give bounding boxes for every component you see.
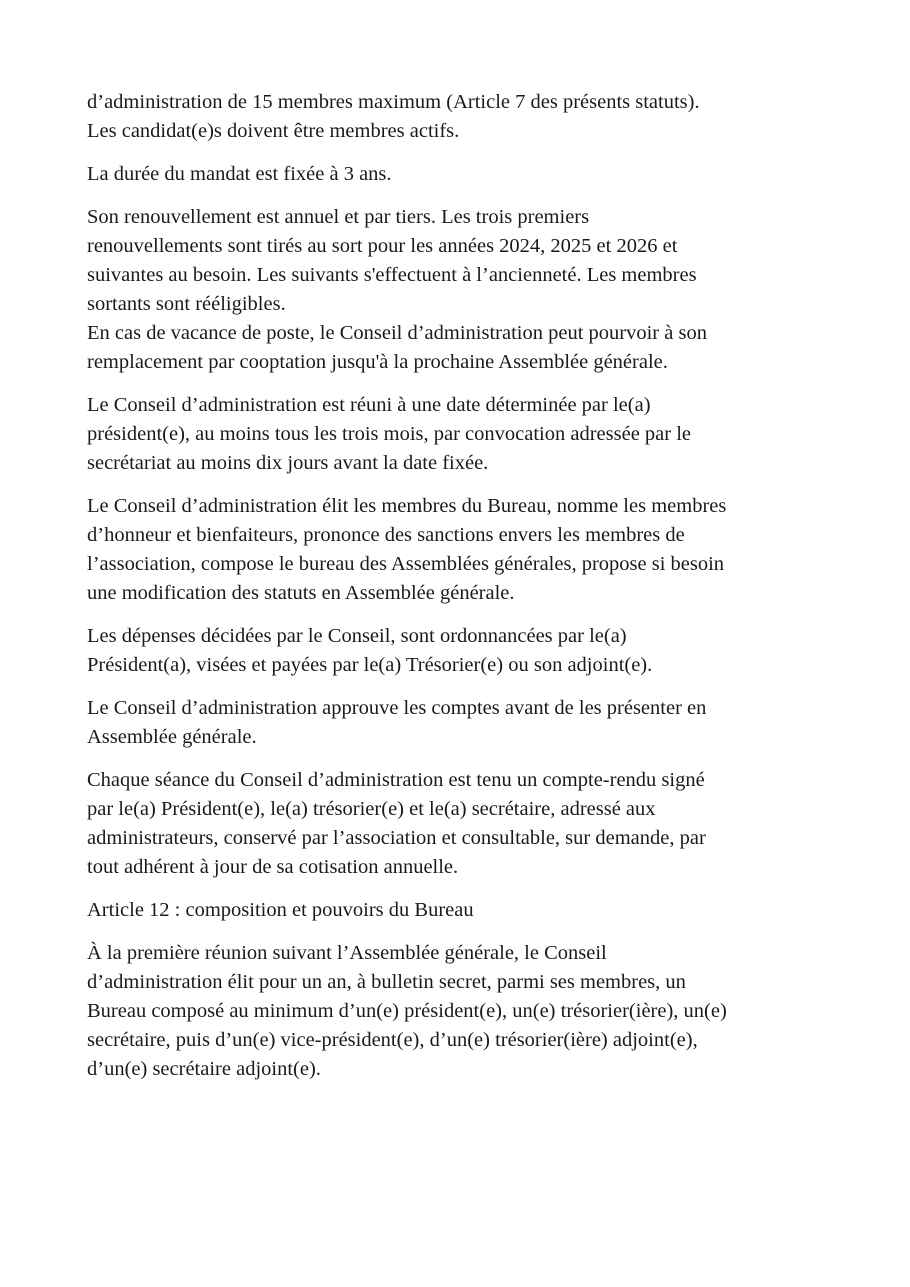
text-line: Le Conseil d’administration approuve les comptes avant de les présenter en	[87, 697, 707, 719]
text-line: d’administration de 15 membres maximum (Article 7 des présents statuts).	[87, 91, 700, 113]
text-line: La durée du mandat est fixée à 3 ans.	[87, 163, 392, 185]
text-line: Le Conseil d’administration est réuni à une date déterminée par le(a)	[87, 394, 651, 416]
text-line: À la première réunion suivant l’Assemblée générale, le Conseil	[87, 942, 607, 964]
text-line: administrateurs, conservé par l’association et consultable, sur demande, par	[87, 827, 706, 849]
text-line: président(e), au moins tous les trois mois, par convocation adressée par le	[87, 423, 692, 445]
paragraph-bureau-election	[87, 939, 847, 1084]
paragraph-board-meetings	[87, 391, 847, 478]
paragraph-expenses	[87, 622, 847, 680]
text-line: d’un(e) secrétaire adjoint(e).	[87, 1058, 321, 1080]
text-line: Son renouvellement est annuel et par tiers. Les trois premiers	[87, 206, 590, 228]
text-line: suivantes au besoin. Les suivants s'effectuent à l’ancienneté. Les membres	[87, 264, 697, 286]
text-line: En cas de vacance de poste, le Conseil d’administration peut pourvoir à son	[87, 322, 707, 344]
text-line: renouvellements sont tirés au sort pour les années 2024, 2025 et 2026 et	[87, 235, 678, 257]
paragraph-mandate-duration	[87, 160, 847, 189]
text-line: Président(a), visées et payées par le(a) Trésorier(e) ou son adjoint(e).	[87, 654, 653, 676]
text-line: d’administration élit pour un an, à bulletin secret, parmi ses membres, un	[87, 971, 686, 993]
text-line: d’honneur et bienfaiteurs, prononce des sanctions envers les membres de	[87, 524, 685, 546]
paragraph-board-composition	[87, 88, 847, 146]
text-line: Le Conseil d’administration élit les membres du Bureau, nomme les membres	[87, 495, 727, 517]
document-body	[87, 88, 847, 1098]
text-line: Bureau composé au minimum d’un(e) président(e), un(e) trésorier(ière), un(e)	[87, 1000, 727, 1022]
text-line: une modification des statuts en Assemblée générale.	[87, 582, 515, 604]
text-line: sortants sont rééligibles.	[87, 293, 286, 315]
text-line: l’association, compose le bureau des Assemblées générales, propose si besoin	[87, 553, 725, 575]
text-line: Assemblée générale.	[87, 726, 257, 748]
paragraph-board-powers	[87, 492, 847, 608]
article-title: Article 12 : composition et pouvoirs du Bureau	[87, 899, 474, 921]
article-heading	[87, 896, 847, 925]
text-line: Les candidat(e)s doivent être membres actifs.	[87, 120, 460, 142]
paragraph-meeting-minutes	[87, 766, 847, 882]
text-line: par le(a) Président(e), le(a) trésorier(e) et le(a) secrétaire, adressé aux	[87, 798, 656, 820]
text-line: Les dépenses décidées par le Conseil, sont ordonnancées par le(a)	[87, 625, 627, 647]
text-line: Chaque séance du Conseil d’administration est tenu un compte-rendu signé	[87, 769, 705, 791]
text-line: secrétaire, puis d’un(e) vice-président(e), d’un(e) trésorier(ière) adjoint(e),	[87, 1029, 698, 1051]
text-line: tout adhérent à jour de sa cotisation annuelle.	[87, 856, 459, 878]
text-line: secrétariat au moins dix jours avant la date fixée.	[87, 452, 489, 474]
paragraph-vacancy	[87, 319, 847, 377]
text-line: remplacement par cooptation jusqu'à la prochaine Assemblée générale.	[87, 351, 668, 373]
paragraph-accounts-approval	[87, 694, 847, 752]
paragraph-renewal	[87, 203, 847, 319]
